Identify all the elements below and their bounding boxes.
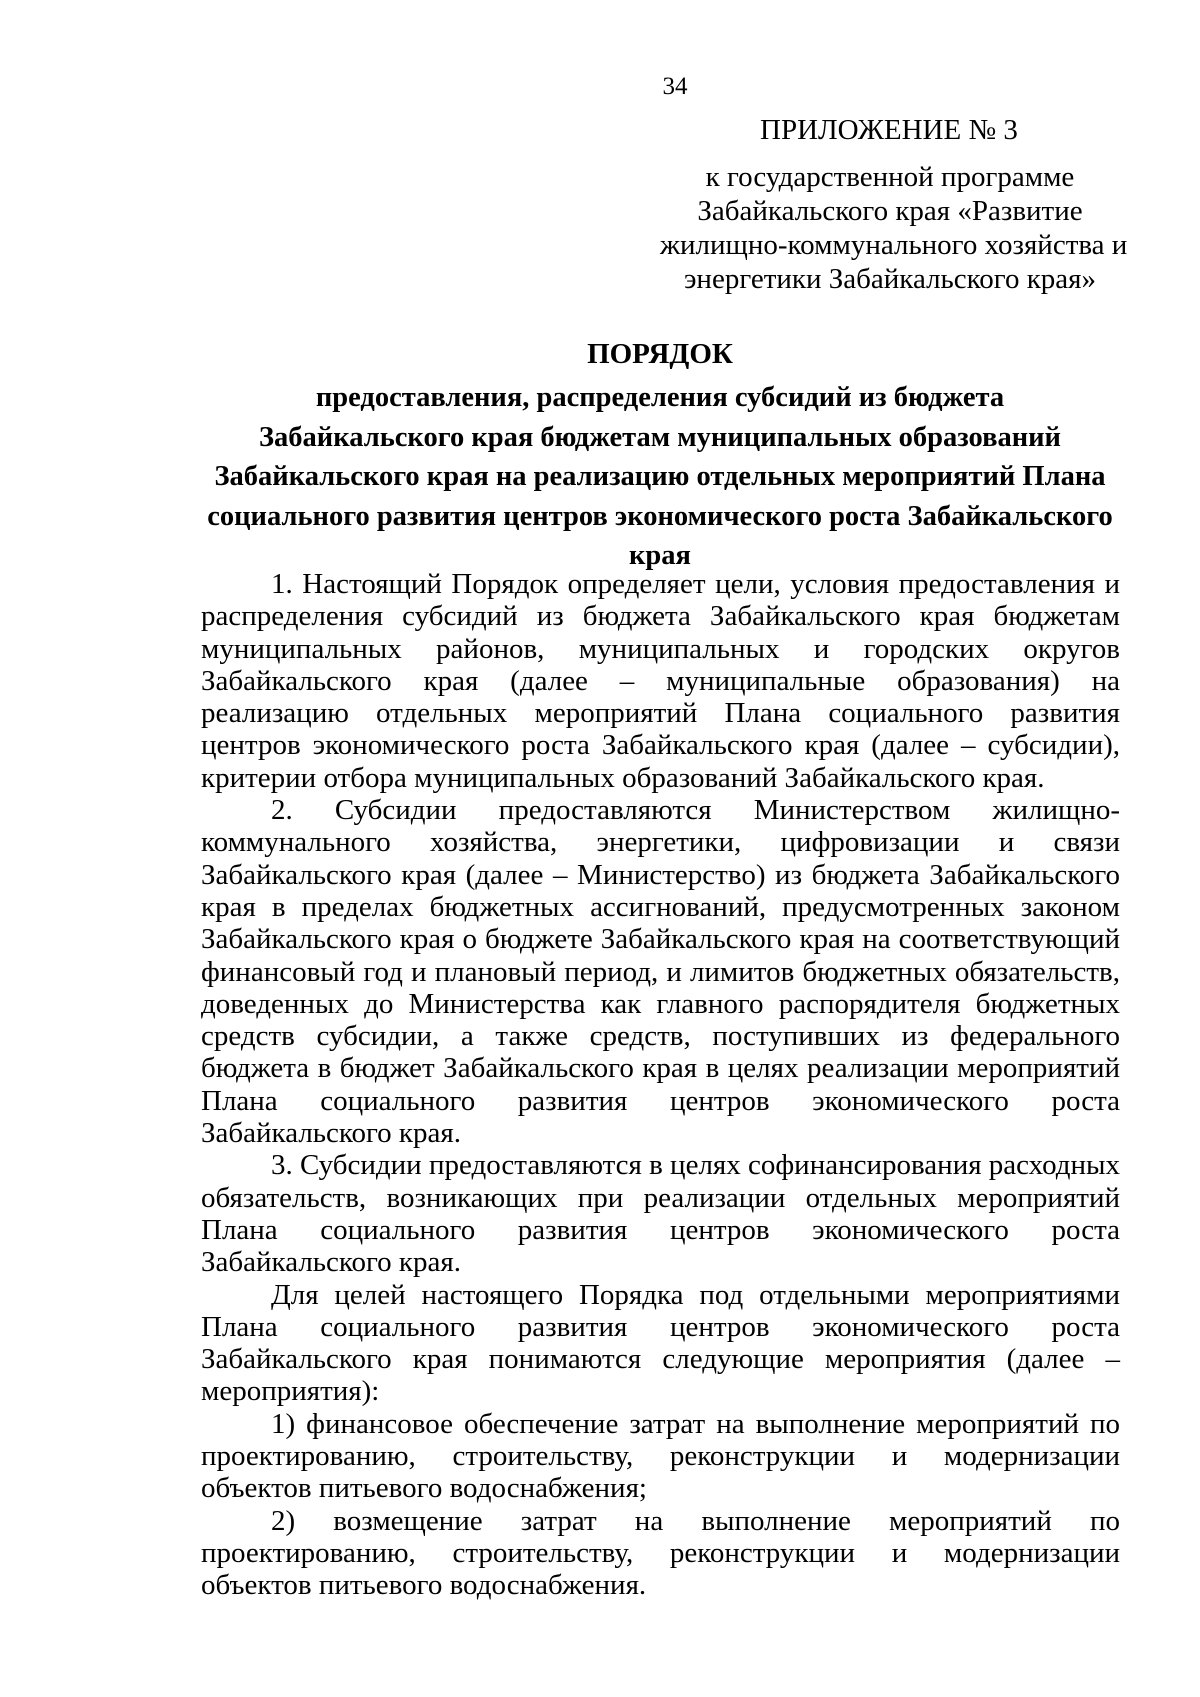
list-item-1: 1) финансовое обеспечение затрат на выполнение мероприятий по проектированию, строительству, реконструкции и модернизации объектов питьевого водоснабжения;	[201, 1407, 1120, 1505]
page-number: 34	[662, 73, 688, 100]
appendix-line: Забайкальского края «Развитие	[697, 195, 1083, 227]
paragraph-2: 2. Субсидии предоставляются Министерством жилищно-коммунального хозяйства, энергетики, цифровизации и связи Забайкальского края (далее – Министерство) из бюджета Забайкальского края в пределах бюджетных ассигнований, предусмотренных законом Забайкальского края о бюджете Забайкальского края на соответствующий финансовый год и плановый период, и лимитов бюджетных обязательств, доведенных до Министерства как главного распорядителя бюджетных средств субсидии, а также средств, поступивших из федерального бюджета в бюджет Забайкальского края в целях реализации мероприятий Плана социального развития центров экономического роста Забайкальского края.	[201, 794, 1120, 1150]
appendix-title: ПРИЛОЖЕНИЕ № 3	[760, 114, 1018, 146]
document-subtitle	[200, 378, 1120, 576]
subtitle-line: социального развития центров экономического роста Забайкальского	[207, 500, 1113, 532]
appendix-line: энергетики Забайкальского края»	[683, 263, 1096, 295]
paragraph-definition: Для целей настоящего Порядка под отдельными мероприятиями Плана социального развития центров экономического роста Забайкальского края понимаются следующие мероприятия (далее – мероприятия):	[201, 1278, 1120, 1408]
subtitle-line: Забайкальского края на реализацию отдельных мероприятий Плана	[214, 461, 1106, 492]
paragraph-3: 3. Субсидии предоставляются в целях софинансирования расходных обязательств, возникающих при реализации отдельных мероприятий Плана социального развития центров экономического роста Забайкальского края.	[201, 1149, 1120, 1279]
list-item-2: 2) возмещение затрат на выполнение мероприятий по проектированию, строительству, реконструкции и модернизации объектов питьевого водоснабжения.	[201, 1504, 1120, 1602]
paragraph-1: 1. Настоящий Порядок определяет цели, условия предоставления и распределения субсидий из бюджета Забайкальского края бюджетам муниципальных районов, муниципальных и городских округов Забайкальского края (далее – муниципальные образования) на реализацию отдельных мероприятий Плана социального развития центров экономического роста Забайкальского края (далее – субсидии), критерии отбора муниципальных образований Забайкальского края.	[201, 568, 1120, 794]
subtitle-line: Забайкальского края бюджетам муниципальных образований	[259, 421, 1061, 453]
appendix-reference	[660, 160, 1128, 296]
subtitle-line: предоставления, распределения субсидий из бюджета	[315, 382, 1005, 413]
document-title: ПОРЯДОК	[587, 338, 733, 370]
appendix-line: жилищно-коммунального хозяйства и	[660, 229, 1128, 261]
subtitle-line: края	[629, 540, 691, 571]
appendix-line: к государственной программе	[705, 161, 1075, 193]
document-body	[201, 568, 1120, 1602]
